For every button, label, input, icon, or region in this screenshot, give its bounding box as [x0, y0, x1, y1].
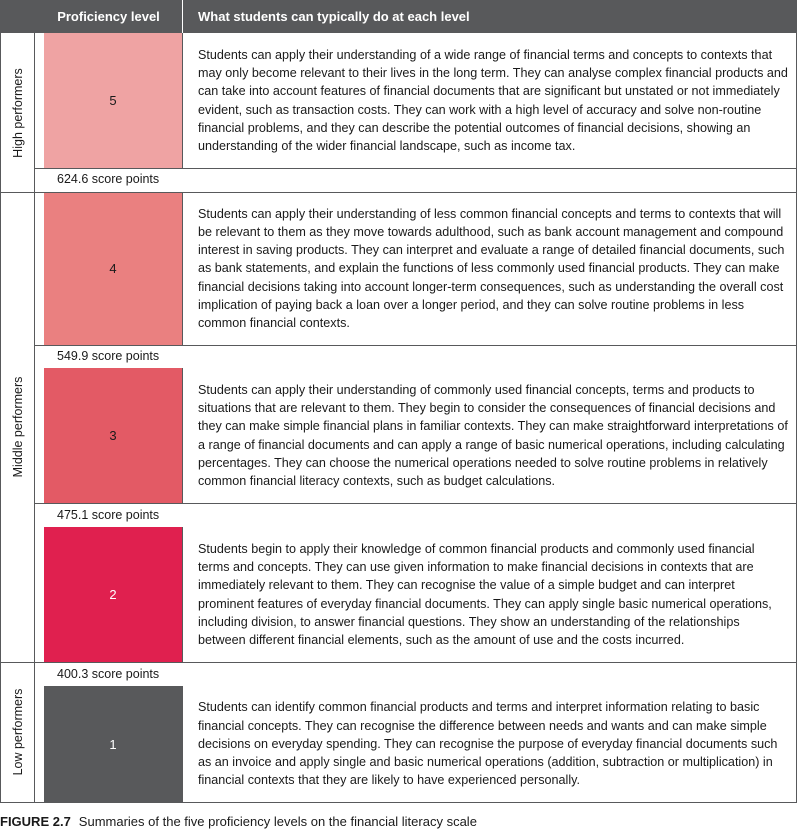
level-4-description [183, 192, 793, 345]
level-4-number: 4 [109, 261, 117, 276]
header-description: What students can typically do at each level [183, 0, 797, 33]
level-1-description-text: Students can identify common financial products and terms and interpret information relating to basic financial concepts. They can recognise the difference between needs and wants and can make simple decisions on everyday spending. They can recognise the purpose of everyday financial documents such as an invoice and apply single and basic numerical operations (addition, subtraction or multiplication) in financial contexts that they are likely to have experienced personally. [198, 700, 778, 788]
level-2-description [183, 527, 793, 662]
level-2-box [44, 527, 182, 662]
group-separator [0, 662, 797, 663]
divider [182, 192, 183, 345]
level-4-description-text: Students can apply their understanding of less common financial concepts and terms to contexts that will be relevant to them as they move towards adulthood, such as bank account management and compound interest in saving products. They can interpret and evaluate a range of detailed financial documents, such as bank statements, and explain the functions of less commonly used financial products. They can make financial decisions taking into account longer-term consequences, such as understanding the overall cost implication of paying back a loan over a longer period, and they can solve routine problems in less common financial contexts. [198, 206, 785, 330]
level-2-description-text: Students begin to apply their knowledge of common financial products and commonly used financial terms and concepts. They can use given information to make financial decisions in contexts that are immediately relevant to them. They can recognise the value of a simple budget and can interpret prominent features of everyday financial documents. They can apply single basic numerical operations, including division, to answer financial questions. They show an understanding of the relationships between different financial elements, such as the amount of use and the costs incurred. [198, 541, 772, 647]
cutoff-475: 475.1 score points [57, 508, 160, 522]
level-5-box [44, 33, 182, 168]
level-1-number: 1 [109, 736, 117, 752]
cutoff-624: 624.6 score points [57, 172, 160, 186]
level-3-number: 3 [109, 428, 117, 443]
level-3-description-text: Students can apply their understanding of commonly used financial concepts, terms and products to situations that are relevant to them. They begin to consider the consequences of financial decisions and they can make simple financial plans in familiar contexts. They can make straightforward interpretations of a range of financial documents and can apply a range of basic numerical operations, including calculating percentages. They can choose the numerical operations needed to solve routine problems in relatively common financial literacy contexts, such as budget calculations. [198, 382, 788, 488]
divider [182, 527, 183, 662]
group-low-performers [0, 662, 35, 802]
header-proficiency-level: Proficiency level [35, 0, 182, 33]
level-1-description [183, 686, 793, 802]
header-blank-cell [0, 0, 35, 33]
divider [35, 503, 797, 504]
level-1-box [44, 686, 182, 802]
cutoff-549: 549.9 score points [57, 349, 160, 363]
divider [182, 686, 183, 802]
level-5-number: 5 [109, 93, 117, 108]
group-separator [0, 192, 797, 193]
group-label-middle: Middle performers [10, 376, 25, 478]
table-bottom-border [0, 802, 797, 803]
group-middle-performers [0, 192, 35, 662]
level-3-box [44, 368, 182, 503]
cutoff-400: 400.3 score points [57, 667, 160, 681]
level-3-description [183, 368, 793, 503]
figure-label: FIGURE 2.7 [0, 814, 71, 829]
level-5-description-text: Students can apply their understanding of a wide range of financial terms and concepts to contexts that may only become relevant to their lives in the long term. They can analyse complex financial products and can take into account features of financial documents that are significant but unstated or not immediately evident, such as transaction costs. They can work with a high level of accuracy and solve non-routine financial problems, and they can describe the potential outcomes of financial decisions, showing an understanding of the wider financial landscape, such as income tax. [198, 47, 788, 153]
divider [35, 168, 797, 169]
divider [35, 345, 797, 346]
level-4-box [44, 192, 182, 345]
group-high-performers [0, 33, 35, 192]
divider [182, 33, 183, 168]
figure-caption-text: Summaries of the five proficiency levels on the financial literacy scale [78, 814, 477, 829]
figure-caption [0, 814, 477, 829]
group-label-high: High performers [10, 67, 25, 158]
level-2-number: 2 [109, 587, 117, 602]
header-separator [182, 0, 183, 33]
group-label-low: Low performers [10, 688, 25, 776]
divider [182, 368, 183, 503]
level-5-description [183, 33, 793, 168]
